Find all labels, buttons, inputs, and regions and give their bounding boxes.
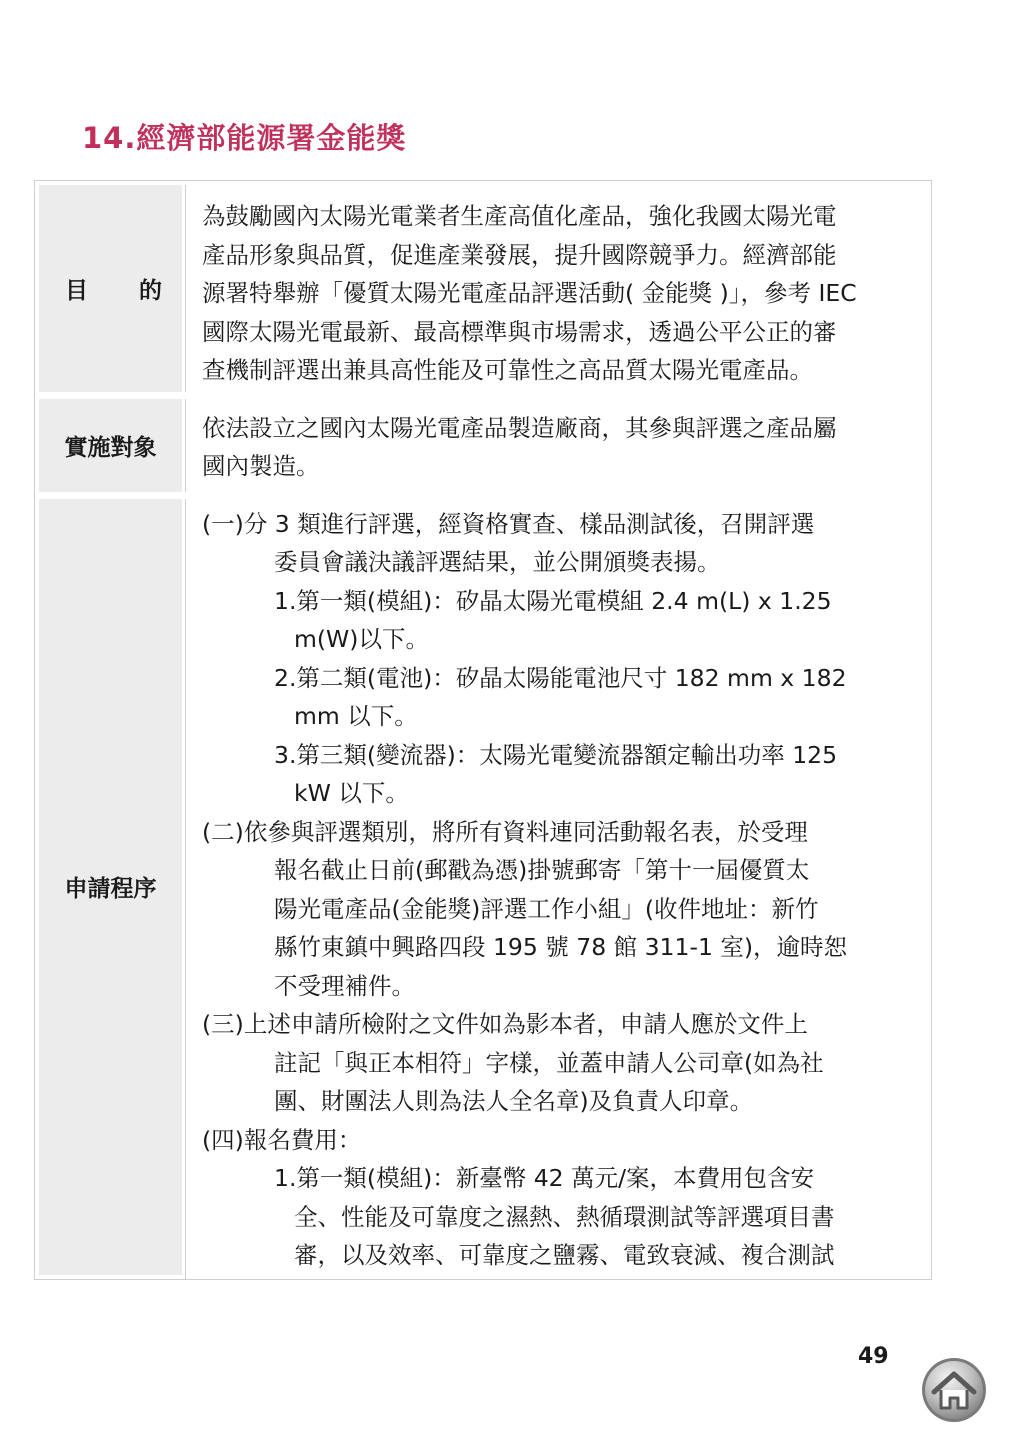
table-row-target xyxy=(35,392,931,492)
procedure-line: 委員會議決議評選結果，並公開頒獎表揚。 xyxy=(274,548,721,576)
text-line: 為鼓勵國內太陽光電業者生產高值化產品，強化我國太陽光電 xyxy=(202,202,837,230)
procedure-line: 1.第一類(模組)：新臺幣 42 萬元/案，本費用包含安 xyxy=(274,1164,815,1192)
procedure-line: 3.第三類(變流器)：太陽光電變流器額定輸出功率 125 xyxy=(274,740,838,769)
procedure-line: 報名截止日前(郵戳為憑)掛號郵寄「第十一屆優質太 xyxy=(274,856,810,884)
text-line: 國內製造。 xyxy=(202,452,320,480)
procedure-line: (二)依參與評選類別，將所有資料連同活動報名表，於受理 xyxy=(202,817,808,846)
procedure-line: 2.第二類(電池)：矽晶太陽能電池尺寸 182 mm x 182 xyxy=(274,663,847,692)
procedure-line: (一)分 3 類進行評選，經資格實查、樣品測試後，召開評選 xyxy=(202,509,815,538)
table-row-purpose xyxy=(35,181,931,392)
procedure-line: kW 以下。 xyxy=(294,779,409,807)
text-line: 產品形象與品質，促進產業發展，提升國際競爭力。經濟部能 xyxy=(202,240,837,269)
procedure-line: 註記「與正本相符」字樣，並蓋申請人公司章(如為社 xyxy=(274,1048,824,1077)
row-content-purpose xyxy=(185,185,927,392)
info-table xyxy=(34,180,932,1280)
procedure-line: m(W)以下。 xyxy=(294,625,429,653)
row-label-purpose xyxy=(39,185,185,392)
procedure-line: 全、性能及可靠度之濕熱、熱循環測試等評選項目書 xyxy=(294,1202,835,1231)
text-line: 依法設立之國內太陽光電產品製造廠商，其參與評選之產品屬 xyxy=(202,413,837,442)
procedure-line: mm 以下。 xyxy=(294,702,418,730)
procedure-line: 團、財團法人則為法人全名章)及負責人印章。 xyxy=(274,1087,754,1115)
procedure-line: 陽光電產品(金能獎)評選工作小組」(收件地址：新竹 xyxy=(274,894,819,923)
home-button[interactable] xyxy=(920,1356,988,1424)
row-content-procedure xyxy=(185,499,927,1279)
row-content-target xyxy=(185,399,927,492)
row-label-part-1: 目 xyxy=(65,277,88,304)
procedure-line: 審，以及效率、可靠度之鹽霧、電致衰減、複合測試 xyxy=(294,1241,835,1269)
row-label-part-2: 的 xyxy=(139,277,162,304)
row-label-procedure: 申請程序 xyxy=(39,499,185,1275)
text-line: 國際太陽光電最新、最高標準與市場需求，透過公平公正的審 xyxy=(202,317,837,346)
procedure-line: 縣竹東鎮中興路四段 195 號 78 館 311-1 室)，逾時恕 xyxy=(274,933,848,961)
row-label-target: 實施對象 xyxy=(39,399,185,492)
procedure-line: 不受理補件。 xyxy=(274,971,415,1000)
page-number: 49 xyxy=(858,1344,889,1369)
home-icon xyxy=(920,1356,988,1424)
table-row-procedure xyxy=(35,492,931,1279)
text-line: 源署特舉辦「優質太陽光電產品評選活動( 金能獎 )」，參考 IEC xyxy=(202,279,857,307)
procedure-line: (三)上述申請所檢附之文件如為影本者，申請人應於文件上 xyxy=(202,1010,808,1038)
procedure-line: (四)報名費用： xyxy=(202,1125,362,1154)
section-title: 14.經濟部能源署金能獎 xyxy=(82,121,407,155)
text-line: 查機制評選出兼具高性能及可靠性之高品質太陽光電產品。 xyxy=(202,356,813,384)
procedure-line: 1.第一類(模組)：矽晶太陽光電模組 2.4 m(L) x 1.25 xyxy=(274,586,832,615)
